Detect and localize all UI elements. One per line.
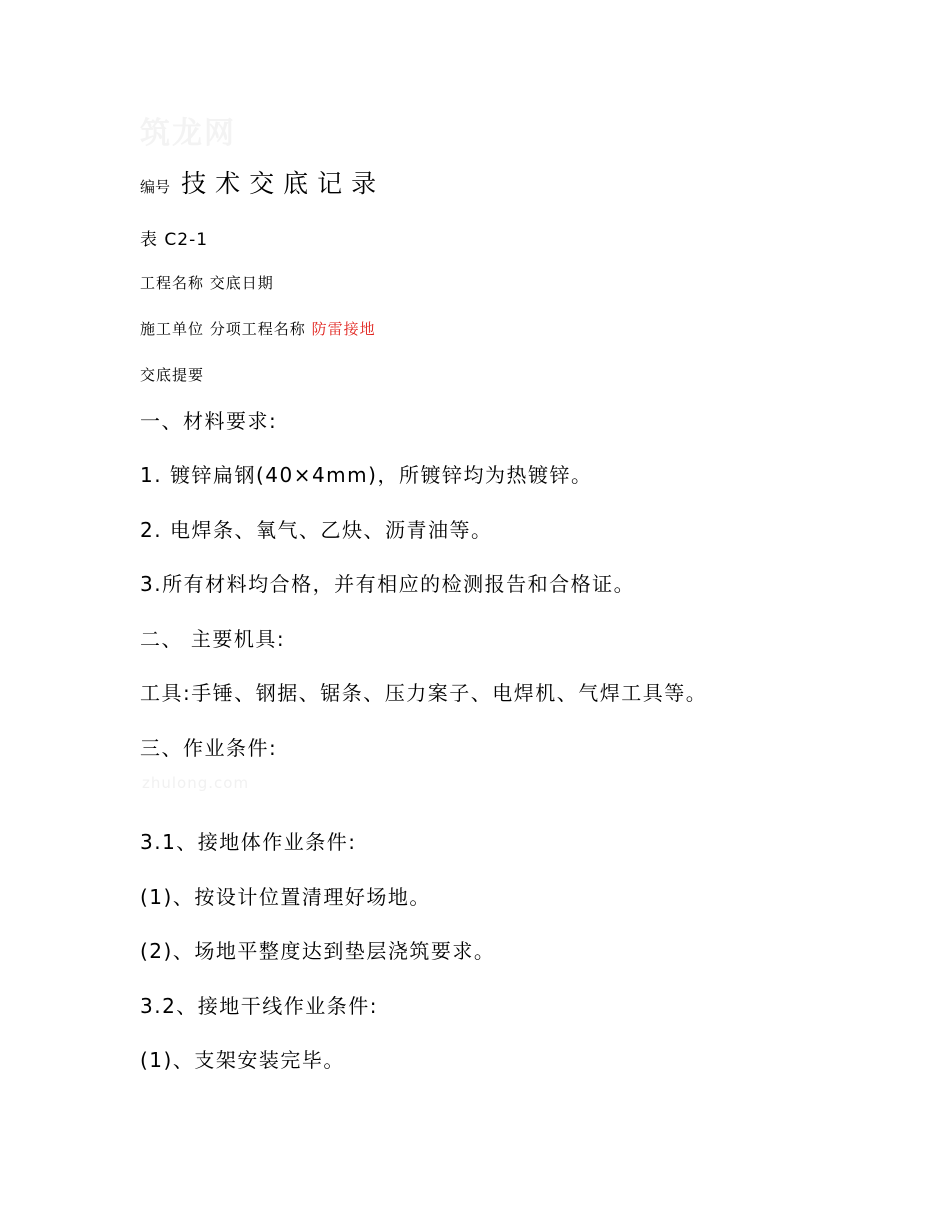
construction-unit-label: 施工单位 (140, 320, 205, 338)
material-item-1: 1. 镀锌扁钢(40×4mm)，所镀锌均为热镀锌。 (140, 463, 593, 487)
tools-item-1: 工具:手锤、钢据、锯条、压力案子、电焊机、气焊工具等。 (140, 681, 708, 705)
project-info-row (140, 272, 274, 293)
summary-label: 交底提要 (140, 366, 205, 384)
section-heading-tools: 二、 主要机具: (140, 627, 286, 651)
project-name-label: 工程名称 (140, 274, 205, 292)
subsection-heading-3-2: 3.2、接地干线作业条件: (140, 994, 379, 1018)
table-code: 表 C2-1 (140, 230, 209, 250)
subsection-heading-3-1: 3.1、接地体作业条件: (140, 830, 357, 854)
document-title: 技术交底记录 (181, 169, 386, 198)
section-heading-conditions: 三、作业条件: (140, 736, 278, 760)
watermark-site-text: zhulong.com (142, 774, 250, 792)
document-title-row (140, 164, 385, 200)
material-item-3: 3.所有材料均合格，并有相应的检测报告和合格证。 (140, 572, 636, 596)
condition-3-1-item-1: (1)、按设计位置清理好场地。 (140, 885, 431, 909)
condition-3-2-item-1: (1)、支架安装完毕。 (140, 1048, 345, 1072)
material-item-2: 2. 电焊条、氧气、乙炔、沥青油等。 (140, 518, 493, 542)
section-heading-materials: 一、材料要求: (140, 409, 278, 433)
unit-info-row (140, 318, 376, 339)
number-label: 编号 (140, 178, 171, 196)
condition-3-1-item-2: (2)、场地平整度达到垫层浇筑要求。 (140, 939, 496, 963)
sub-project-name-label: 分项工程名称 (209, 320, 306, 338)
handover-date-label: 交底日期 (209, 274, 274, 292)
sub-project-name-value: 防雷接地 (311, 320, 376, 338)
watermark-logo-text: 筑龙网 (140, 116, 236, 151)
